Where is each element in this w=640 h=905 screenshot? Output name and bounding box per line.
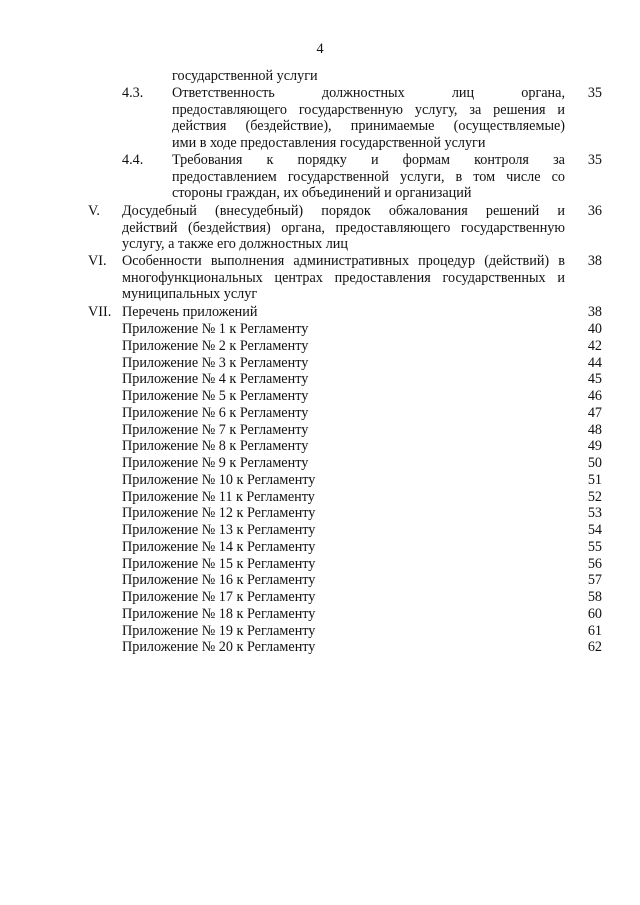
appendix-label: Приложение № 6 к Регламенту [122, 404, 309, 421]
appendix-page-ref: 58 [587, 589, 602, 605]
appendix-page-ref: 47 [587, 404, 602, 421]
appendix-label: Приложение № 14 к Регламенту [122, 538, 316, 555]
toc-line: муниципальных услуг [122, 286, 258, 303]
section-number-4-3: 4.3. [122, 85, 144, 101]
toc-line: действия (бездействие), принимаемые (осуществляемые) [172, 118, 565, 135]
toc-line: предоставлением государственной услуги, в том числе со [172, 168, 565, 185]
section-number-4-4: 4.4. [122, 152, 144, 168]
toc-line: предоставляющего государственную услугу, за решения и [172, 101, 565, 118]
appendix-page-ref: 53 [587, 505, 602, 522]
section-number-vi: VI. [88, 253, 107, 269]
toc-line: ими в ходе предоставления государственной услуги [172, 134, 486, 151]
toc-line: Требования к порядку и формам контроля за [172, 152, 565, 168]
section-number-v: V. [88, 203, 100, 219]
appendix-label: Приложение № 16 к Регламенту [122, 572, 316, 589]
appendix-label: Приложение № 9 к Регламенту [122, 455, 309, 471]
appendix-page-ref: 55 [587, 538, 602, 555]
page-ref-vii: 38 [587, 304, 602, 320]
appendix-page-ref: 48 [587, 421, 602, 438]
appendix-label: Приложение № 12 к Регламенту [122, 505, 316, 522]
appendix-label: Приложение № 11 к Регламенту [122, 488, 315, 505]
toc-entry-vi [122, 253, 565, 303]
toc-entry-vii: Перечень приложений [122, 304, 258, 320]
appendix-label: Приложение № 8 к Регламенту [122, 438, 309, 455]
appendix-label: Приложение № 10 к Регламенту [122, 471, 316, 488]
toc-line: многофункциональных центрах предоставления государственных и [122, 269, 565, 286]
appendix-label: Приложение № 13 к Регламенту [122, 522, 316, 538]
appendix-label: Приложение № 4 к Регламенту [122, 371, 309, 388]
appendix-page-ref: 54 [587, 522, 602, 538]
appendix-page-ref: 46 [587, 388, 602, 404]
appendix-label: Приложение № 3 к Регламенту [122, 354, 309, 371]
appendix-label: Приложение № 19 к Регламенту [122, 622, 316, 639]
appendix-page-ref: 40 [587, 321, 602, 337]
appendix-page-ref: 42 [587, 337, 602, 354]
appendix-label: Приложение № 2 к Регламенту [122, 337, 309, 354]
appendix-page-ref: 62 [587, 639, 602, 656]
appendix-page-ref: 56 [587, 555, 602, 572]
toc-entry-4-3 [172, 85, 565, 151]
appendix-page-ref: 49 [587, 438, 602, 455]
appendix-label: Приложение № 20 к Регламенту [122, 639, 316, 656]
appendix-page-ref: 60 [587, 605, 602, 622]
toc-entry-v [122, 203, 565, 253]
page-ref-4-4: 35 [587, 152, 602, 168]
page-ref-v: 36 [587, 203, 602, 219]
appendix-page-ref: 61 [587, 622, 602, 639]
toc-line: стороны граждан, их объединений и организаций [172, 185, 472, 202]
toc-line: услугу, а также его должностных лиц [122, 236, 348, 253]
appendix-label: Приложение № 15 к Регламенту [122, 555, 316, 572]
toc-line: Досудебный (внесудебный) порядок обжалования решений и [122, 203, 565, 219]
appendix-page-ref: 44 [587, 354, 602, 371]
appendix-label: Приложение № 17 к Регламенту [122, 589, 316, 605]
toc-line: действий (бездействия) органа, предоставляющего государственную [122, 219, 565, 236]
appendix-page-ref: 51 [587, 471, 602, 488]
continuation-text: государственной услуги [172, 68, 318, 84]
appendix-label: Приложение № 18 к Регламенту [122, 605, 316, 622]
page-ref-vi: 38 [587, 253, 602, 269]
appendix-label: Приложение № 1 к Регламенту [122, 321, 309, 337]
appendix-label: Приложение № 5 к Регламенту [122, 388, 309, 404]
page-number: 4 [316, 41, 324, 57]
toc-line: Ответственность должностных лиц органа, [172, 85, 565, 101]
appendix-label: Приложение № 7 к Регламенту [122, 421, 309, 438]
toc-line: Особенности выполнения административных процедур (действий) в [122, 253, 565, 269]
appendix-page-ref: 45 [587, 371, 602, 388]
appendix-page-ref: 52 [587, 488, 602, 505]
toc-entry-4-4 [172, 152, 565, 202]
appendix-page-ref: 50 [587, 455, 602, 471]
appendix-page-ref: 57 [587, 572, 602, 589]
page-ref-4-3: 35 [587, 85, 602, 101]
section-number-vii: VII. [88, 304, 112, 320]
